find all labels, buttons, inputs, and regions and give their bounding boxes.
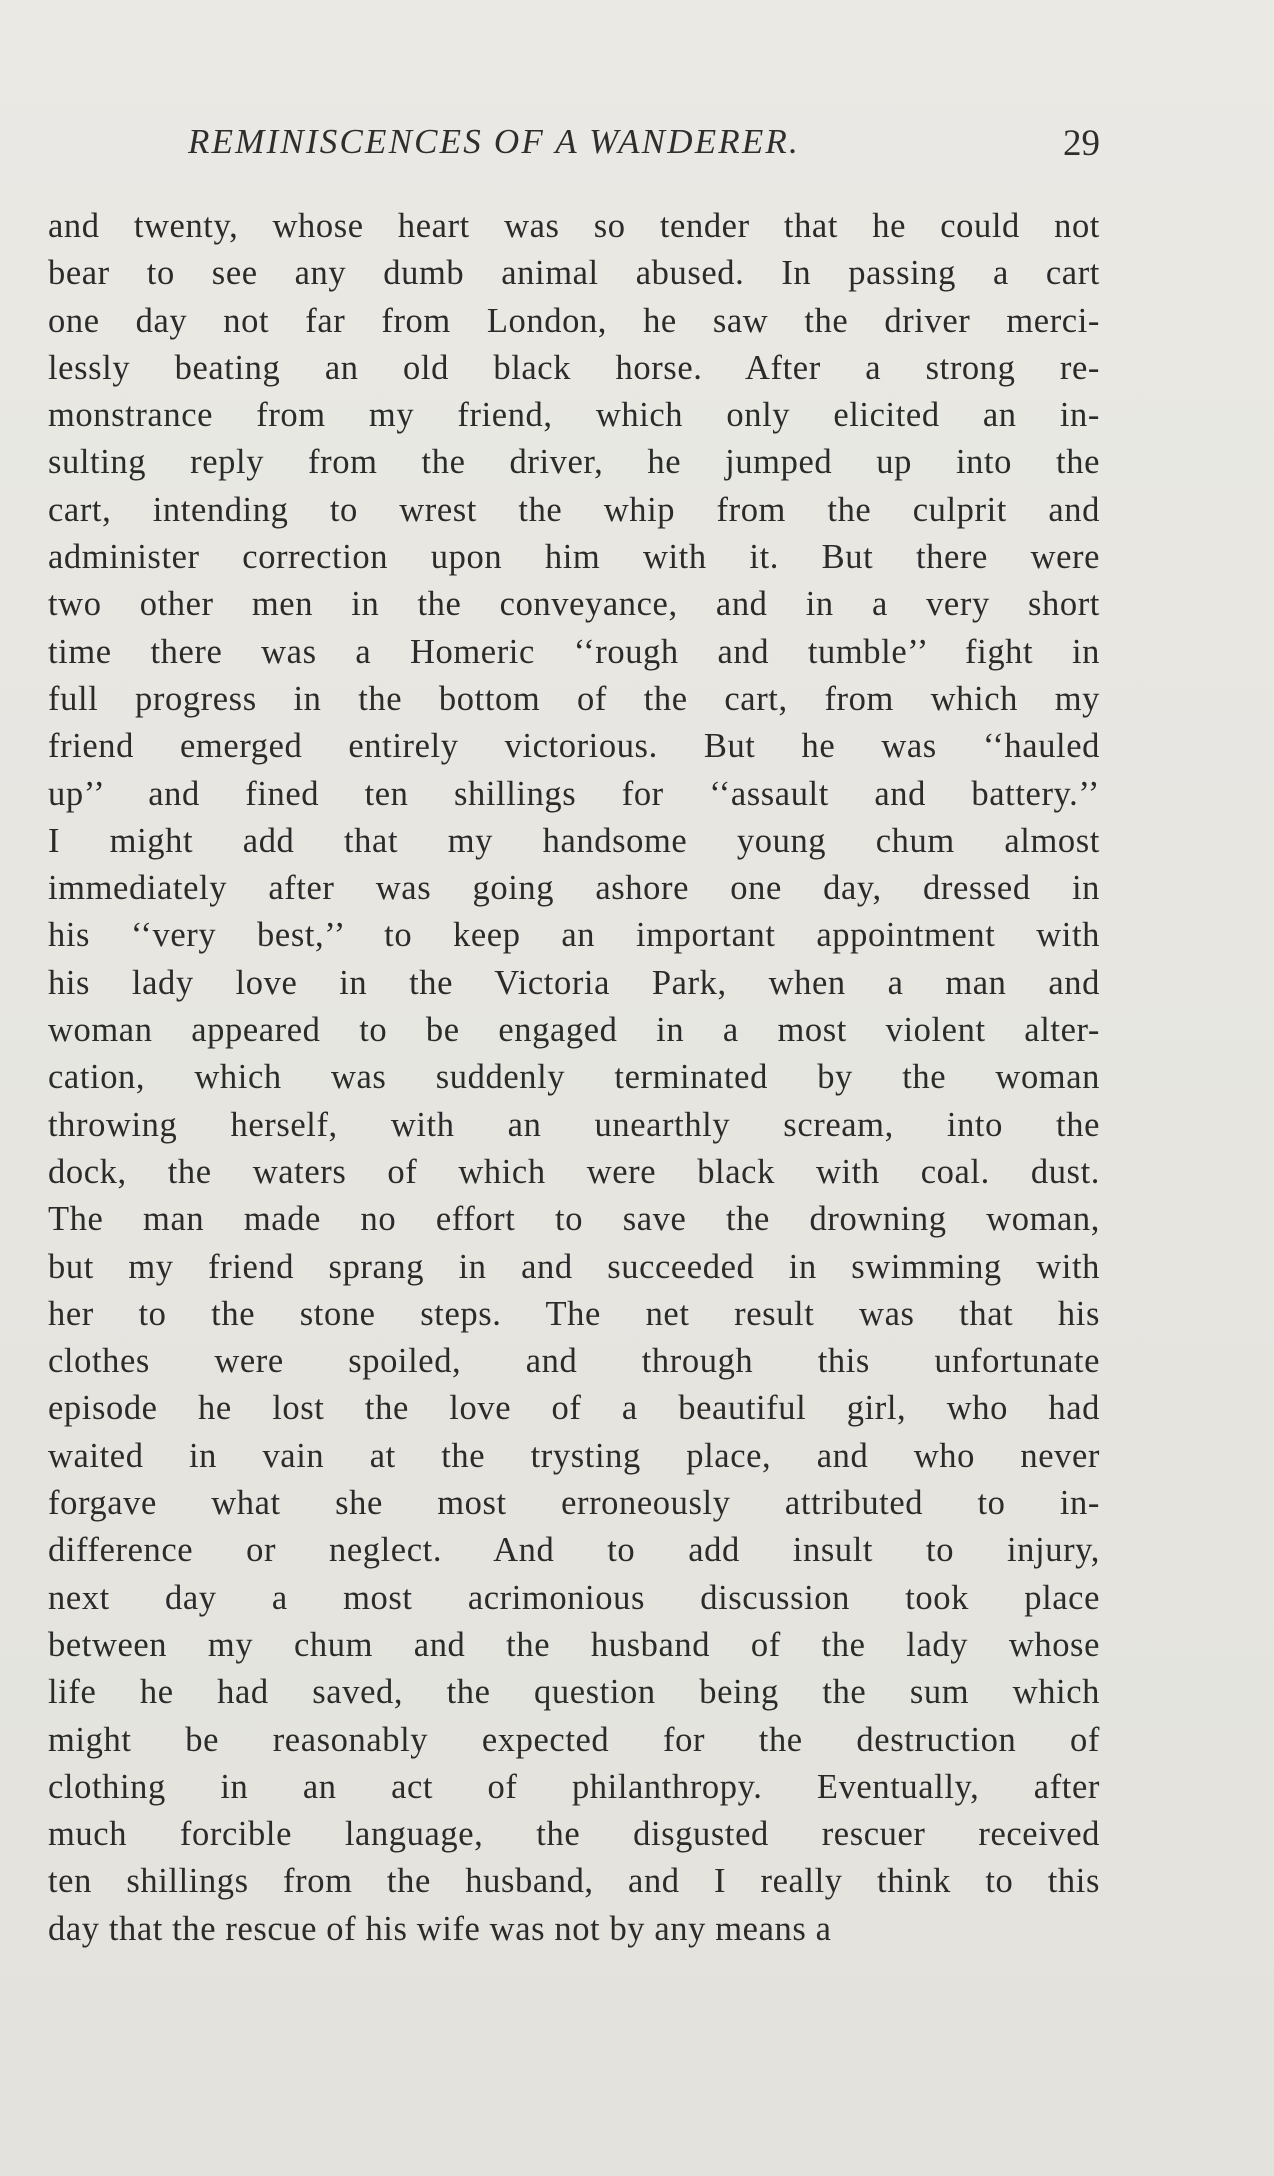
text-line: next day a most acrimonious discussion took place: [48, 1578, 1100, 1617]
text-line: full progress in the bottom of the cart, from which my: [48, 679, 1100, 718]
text-line: cation, which was suddenly terminated by the woman: [48, 1058, 1100, 1097]
body-text: [48, 203, 1100, 1953]
text-line: administer correction upon him with it. But there were: [48, 538, 1100, 577]
text-line: day that the rescue of his wife was not by any means a: [48, 1909, 832, 1948]
text-line: time there was a Homeric ‘‘rough and tumble’’ fight in: [48, 632, 1100, 671]
text-line: dock, the waters of which were black with coal. dust.: [48, 1152, 1100, 1191]
text-line: his ‘‘very best,’’ to keep an important appointment with: [48, 916, 1100, 955]
text-line: friend emerged entirely victorious. But he was ‘‘hauled: [48, 727, 1100, 766]
text-line: woman appeared to be engaged in a most violent alter-: [48, 1011, 1100, 1050]
text-line: clothes were spoiled, and through this unfortunate: [48, 1342, 1100, 1381]
text-line: and twenty, whose heart was so tender that he could not: [48, 207, 1100, 245]
text-line: life he had saved, the question being the sum which: [48, 1673, 1100, 1712]
text-line: between my chum and the husband of the lady whose: [48, 1625, 1100, 1664]
text-line: one day not far from London, he saw the driver merci-: [48, 301, 1100, 340]
text-line: forgave what she most erroneously attributed to in-: [48, 1484, 1100, 1523]
running-title: REMINISCENCES OF A WANDERER.: [188, 122, 800, 161]
text-line: bear to see any dumb animal abused. In passing a cart: [48, 254, 1100, 293]
text-line: might be reasonably expected for the destruction of: [48, 1720, 1100, 1759]
text-line: but my friend sprang in and succeeded in swimming with: [48, 1247, 1100, 1286]
page-number: 29: [1063, 123, 1100, 164]
text-line: two other men in the conveyance, and in a very short: [48, 585, 1100, 624]
text-line: waited in vain at the trysting place, and who never: [48, 1436, 1100, 1475]
text-line: her to the stone steps. The net result was that his: [48, 1294, 1100, 1333]
text-line: lessly beating an old black horse. After a strong re-: [48, 348, 1100, 387]
text-line: his lady love in the Victoria Park, when a man and: [48, 963, 1100, 1002]
text-line: monstrance from my friend, which only elicited an in-: [48, 396, 1100, 435]
text-line: I might add that my handsome young chum almost: [48, 821, 1100, 860]
text-line: The man made no effort to save the drowning woman,: [48, 1200, 1100, 1239]
running-head: [188, 122, 1100, 172]
text-line: episode he lost the love of a beautiful girl, who had: [48, 1389, 1100, 1428]
text-line: immediately after was going ashore one day, dressed in: [48, 869, 1100, 908]
text-line: up’’ and fined ten shillings for ‘‘assault and battery.’’: [48, 774, 1100, 813]
text-line: difference or neglect. And to add insult to injury,: [48, 1531, 1100, 1570]
text-line: clothing in an act of philanthropy. Eventually, after: [48, 1767, 1100, 1806]
text-line: much forcible language, the disgusted rescuer received: [48, 1815, 1100, 1854]
text-line: ten shillings from the husband, and I really think to this: [48, 1862, 1100, 1901]
text-line: cart, intending to wrest the whip from the culprit and: [48, 490, 1100, 529]
text-line: throwing herself, with an unearthly scream, into the: [48, 1105, 1100, 1144]
text-line: sulting reply from the driver, he jumped up into the: [48, 443, 1100, 482]
